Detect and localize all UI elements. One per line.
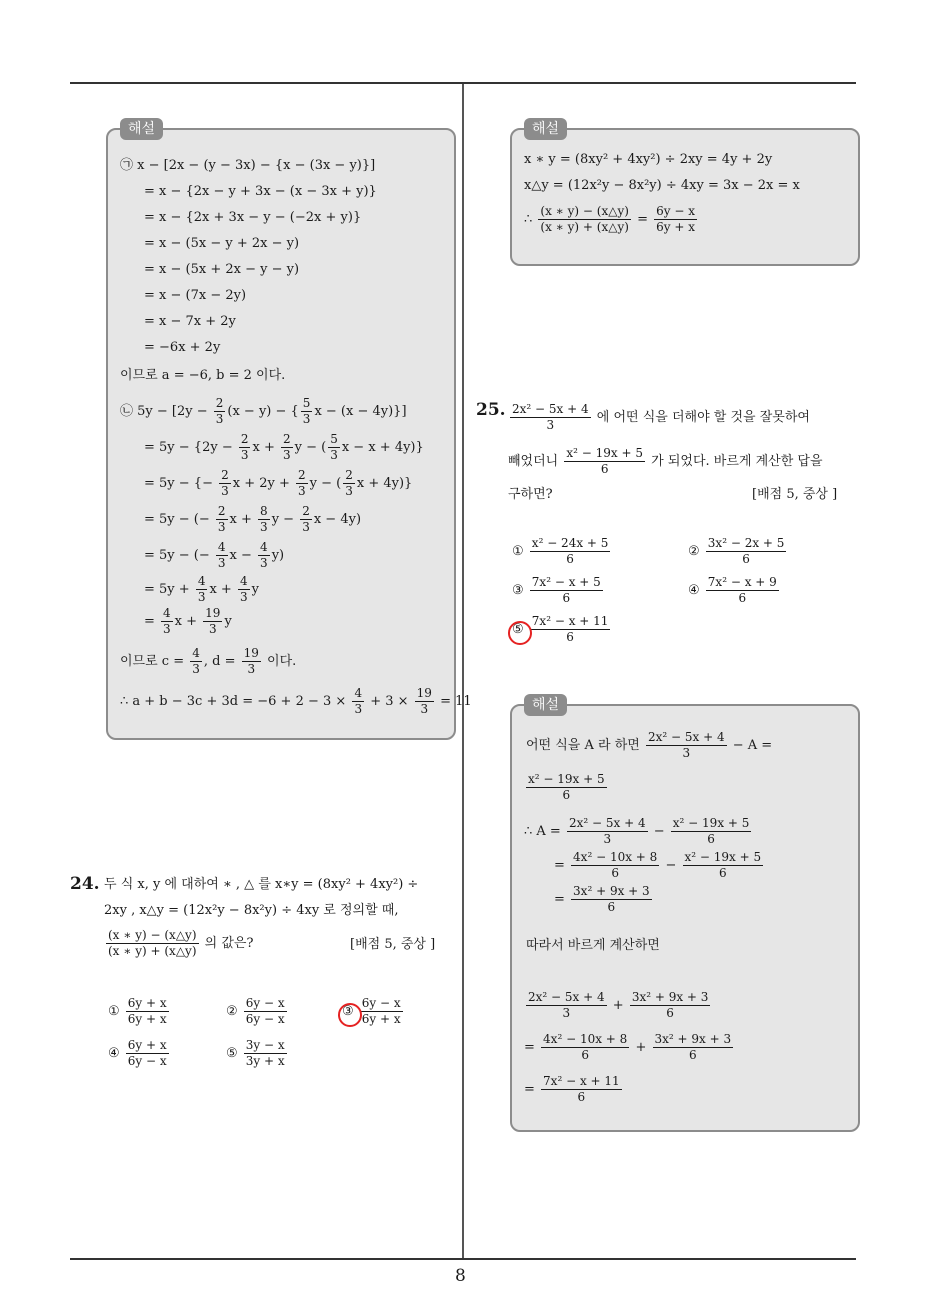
answer-option-1[interactable]: ① $\frac{\text{x² − 24x + 5}}{6}$ <box>512 536 609 566</box>
solution-box-24 <box>510 121 860 266</box>
solution-line: x ∗ y = (8xy² + 4xy²) ÷ 2xy = 4y + 2y <box>524 152 773 167</box>
solution-line: 이므로 a = −6, b = 2 이다. <box>120 368 286 383</box>
solution-tag: 해설 <box>120 118 163 140</box>
solution-line-4: = 5y − {− $\frac{2}{3}$ x + 2y + $\frac{2}{3}$ y − ( $\frac{2}{3}$ x + 4y)} <box>144 468 413 498</box>
answer-option-4[interactable]: ④ $\frac{6y + x}{6y - x}$ <box>108 1038 167 1068</box>
solution-line-3: = 5y − {2y − $\frac{2}{3}$ x + $\frac{2}{3}$ y − ( $\frac{5}{3}$ x − x + 4y)} <box>144 432 424 462</box>
question-25-line-1: $\frac{\text{2x² − 5x + 4}}{3}$ 에 어떤 식을 더해야 할 것을 잘못하여 <box>512 402 810 432</box>
solution-box-23 <box>106 121 472 740</box>
answer-option-4[interactable]: ④ $\frac{\text{7x² − x + 9}}{6}$ <box>688 575 777 605</box>
answer-option-5[interactable]: ⑤ $\frac{\text{7x² − x + 11}}{6}$ <box>512 614 609 644</box>
question-24-line-2: 2xy , x△y = (12x²y − 8x²y) ÷ 4xy 로 정의할 때, <box>104 903 399 918</box>
answer-circle-mark <box>508 621 532 645</box>
question-25-points: [배점 5, 중상 ] <box>752 487 838 502</box>
solution-line-7: = 5y + $\frac{4}{3}$ x + $\frac{4}{3}$ y <box>144 574 259 604</box>
solution-box-25 <box>510 697 860 1132</box>
solution-line: = $\frac{\text{4x² − 10x + 8}}{6}$ − $\frac{\text{x² − 19x + 5}}{6}$ <box>554 850 762 880</box>
solution-line: = x − (7x − 2y) <box>144 288 247 303</box>
question-24-line-3: $\frac{(x ∗ y) - (x\triangle y)}{(x ∗ y) + (x\triangle y)}$ 의 값은? <box>108 928 254 958</box>
column-divider <box>462 84 464 1259</box>
bottom-rule <box>70 1258 856 1260</box>
solution-line: $\frac{\text{x² − 19x + 5}}{6}$ <box>528 772 605 802</box>
answer-circle-mark <box>338 1003 362 1027</box>
solution-line: ㉠ x − [2x − (y − 3x) − {x − (3x − y)}] <box>120 158 376 173</box>
answer-option-3[interactable]: ③ $\frac{\text{7x² − x + 5}}{6}$ <box>512 575 601 605</box>
solution-line-cd: 이므로 c = $\frac{4}{3}$ , d = $\frac{19}{3}$ 이다. <box>120 646 297 676</box>
solution-line: = x − (5x + 2x − y − y) <box>144 262 300 277</box>
solution-line: = x − 7x + 2y <box>144 314 236 329</box>
page-number: 8 <box>455 1266 466 1286</box>
solution-line: ∴ A = $\frac{\text{2x² − 5x + 4}}{3}$ − $\frac{\text{x² − 19x + 5}}{6}$ <box>524 816 750 846</box>
question-24-points: [배점 5, 중상 ] <box>350 937 436 952</box>
solution-line: 어떤 식을 A 라 하면 $\frac{\text{2x² − 5x + 4}}{3}$ − A = <box>526 730 773 760</box>
question-number-25: 25. <box>476 400 506 420</box>
solution-line-6: = 5y − (− $\frac{4}{3}$ x − $\frac{4}{3}$ y) <box>144 540 285 570</box>
solution-line: ∴ $\frac{(x ∗ y) - (x\triangle y)}{(x ∗ y) + (x\triangle y)}$ = $\frac{6y - x}{6y + x}$ <box>524 204 696 234</box>
solution-line-5: = 5y − (− $\frac{2}{3}$ x + $\frac{8}{3}$ y − $\frac{2}{3}$ x − 4y) <box>144 504 362 534</box>
solution-line: = $\frac{\text{7x² − x + 11}}{6}$ <box>524 1074 620 1104</box>
question-number-24: 24. <box>70 874 100 894</box>
solution-line: = −6x + 2y <box>144 340 221 355</box>
solution-line: = $\frac{\text{3x² + 9x + 3}}{6}$ <box>554 884 650 914</box>
solution-line: x△y = (12x²y − 8x²y) ÷ 4xy = 3x − 2x = x <box>524 178 800 193</box>
answer-option-3[interactable]: ③ $\frac{6y - x}{6y + x}$ <box>342 996 401 1026</box>
solution-line: = x − {2x − y + 3x − (x − 3x + y)} <box>144 184 377 199</box>
solution-tag: 해설 <box>524 118 567 140</box>
question-24-line-1: 두 식 x, y 에 대하여 ∗ , △ 를 x∗y = (8xy² + 4xy²) ÷ <box>104 877 419 892</box>
solution-line: 따라서 바르게 계산하면 <box>526 938 660 953</box>
solution-line: = $\frac{\text{4x² − 10x + 8}}{6}$ + $\frac{\text{3x² + 9x + 3}}{6}$ <box>524 1032 732 1062</box>
solution-line-final: ∴ a + b − 3c + 3d = −6 + 2 − 3 × $\frac{4}{3}$ + 3 × $\frac{19}{3}$ = 11 <box>120 686 472 716</box>
answer-option-1[interactable]: ① $\frac{6y + x}{6y + x}$ <box>108 996 167 1026</box>
solution-tag: 해설 <box>524 694 567 716</box>
solution-line: = x − (5x − y + 2x − y) <box>144 236 300 251</box>
question-25-line-3: 구하면? <box>508 487 553 502</box>
answer-option-2[interactable]: ② $\frac{\text{3x² − 2x + 5}}{6}$ <box>688 536 785 566</box>
solution-line: = x − {2x + 3x − y − (−2x + y)} <box>144 210 362 225</box>
solution-line: $\frac{\text{2x² − 5x + 4}}{3}$ + $\frac{\text{3x² + 9x + 3}}{6}$ <box>528 990 709 1020</box>
solution-line-2: ㉡ 5y − [2y − $\frac{2}{3}$ (x − y) − { $\frac{5}{3}$ x − (x − 4y)}] <box>120 396 407 426</box>
solution-line-8: = $\frac{4}{3}$ x + $\frac{19}{3}$ y <box>144 606 232 636</box>
question-25-line-2: 빼었더니 $\frac{\text{x² − 19x + 5}}{6}$ 가 되었다. 바르게 계산한 답을 <box>508 446 823 476</box>
answer-option-5[interactable]: ⑤ $\frac{3y - x}{3y + x}$ <box>226 1038 285 1068</box>
answer-option-2[interactable]: ② $\frac{6y - x}{6y - x}$ <box>226 996 285 1026</box>
